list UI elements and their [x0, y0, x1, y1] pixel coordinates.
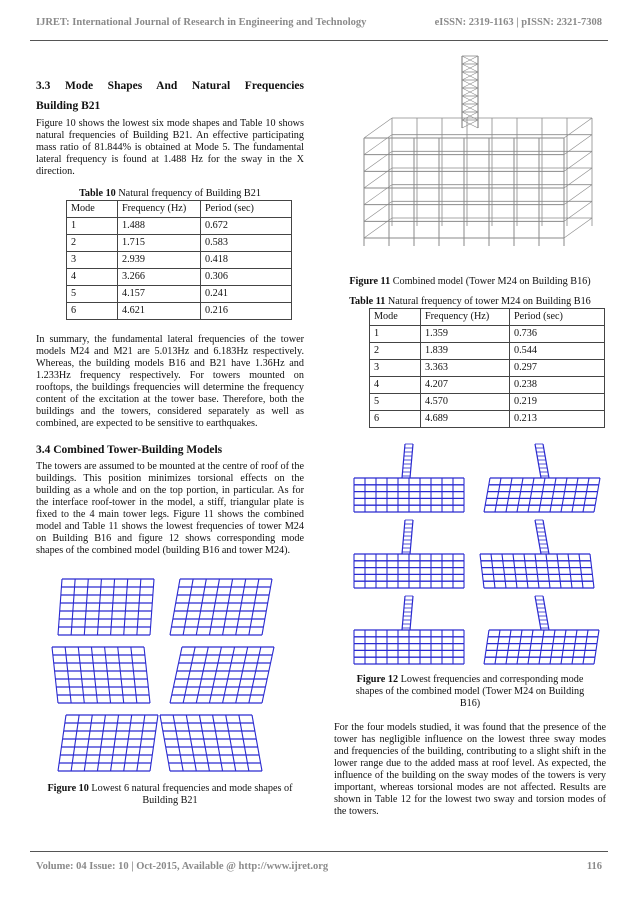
figure-11-caption-label: Figure 11 [349, 276, 391, 287]
table-header-cell: Period (sec) [201, 201, 292, 218]
section-3-3-heading: 3.3 Mode Shapes And Natural Frequencies [36, 80, 304, 92]
figure-12-caption [334, 674, 606, 710]
table-row [370, 343, 605, 360]
table-cell: 0.219 [510, 394, 605, 411]
figure-10-caption [36, 783, 304, 807]
table-header-cell: Frequency (Hz) [421, 309, 510, 326]
table-row [370, 360, 605, 377]
footer-rule [30, 851, 608, 852]
table-11-caption-text: Natural frequency of tower M24 on Building B16 [385, 296, 591, 307]
right-column [334, 50, 606, 818]
table-11-caption-label: Table 11 [349, 296, 386, 307]
table-10 [66, 200, 292, 320]
figure-12-caption-label: Figure 12 [356, 674, 399, 685]
table-cell: 4 [370, 377, 421, 394]
table-cell: 0.736 [510, 326, 605, 343]
section-3-3-subheading: Building B21 [36, 100, 101, 112]
table-row [67, 252, 292, 269]
table-11 [369, 308, 605, 428]
section-3-4-paragraph: The towers are assumed to be mounted at the centre of roof of the buildings. This position minimizes torsional effects on the building as a whole and on the top portion, in particular. As for the interface roof-tower in the model, a stiff, triangular plate is fixed to the 4 main tower legs. Figure 11 shows the combined model and Table 11 shows the lowest frequencies of tower M24 on Building B16 and figure 12 shows corresponding mode shapes of the combined model (building B16 and tower M24). [36, 461, 304, 556]
final-paragraph: For the four models studied, it was found that the presence of the tower has negligible influence on the lowest three sway modes and frequencies of the building, contributing to a slight shift in the lower range due to the added mass at roof level. As expected, the influence of the building on the sway modes of the towers is very important, whereas torsional modes are not affected. Results are shown in Table 12 for the lowest two sway and torsion modes of the towers. [334, 722, 606, 817]
table-cell: 3 [370, 360, 421, 377]
summary-paragraph: In summary, the fundamental lateral frequencies of the tower models M24 and M21 are 5.013Hz and 6.183Hz respectively. Whereas, the building models B16 and B21 have 1.36Hz and 1.233Hz frequency respectively. For towers mounted on rooftops, the buildings frequencies will determine the frequency content of the excitation at the tower base. Therefore, both the buildings and the towers, considered separately as well as combined, are expected to be sensitive to earthquakes. [36, 334, 304, 429]
figure-11-caption [334, 276, 606, 288]
table-cell: 0.544 [510, 343, 605, 360]
journal-name: IJRET: International Journal of Research in Engineering and Technology [36, 16, 367, 28]
table-cell: 0.238 [510, 377, 605, 394]
table-cell: 1.488 [118, 218, 201, 235]
table-cell: 1 [67, 218, 118, 235]
table-cell: 4.621 [118, 303, 201, 320]
table-cell: 3.363 [421, 360, 510, 377]
table-cell: 1.359 [421, 326, 510, 343]
table-row [370, 326, 605, 343]
table-header-cell: Mode [370, 309, 421, 326]
table-cell: 4.689 [421, 411, 510, 428]
figure-10-mode-shapes [36, 573, 304, 781]
table-cell: 0.241 [201, 286, 292, 303]
table-row [370, 377, 605, 394]
table-row [67, 286, 292, 303]
table-cell: 0.672 [201, 218, 292, 235]
table-cell: 6 [67, 303, 118, 320]
table-cell: 0.213 [510, 411, 605, 428]
table-cell: 2 [67, 235, 118, 252]
section-3-4-heading: 3.4 Combined Tower-Building Models [36, 444, 223, 456]
table-header-cell: Mode [67, 201, 118, 218]
table-10-caption [36, 188, 304, 200]
table-cell: 1.715 [118, 235, 201, 252]
table-row [370, 309, 605, 326]
table-cell: 5 [370, 394, 421, 411]
table-cell: 4.157 [118, 286, 201, 303]
table-cell: 2 [370, 343, 421, 360]
figure-12-combined-mode-shapes [334, 440, 606, 672]
table-10-caption-text: Natural frequency of Building B21 [115, 188, 261, 199]
page-number: 116 [586, 861, 602, 872]
section-3-3-paragraph: Figure 10 shows the lowest six mode shapes and Table 10 shows natural frequencies of Building B21. An effective participating mass ratio of 81.844% is obtained at Mode 5. The fundamental lateral frequency is found at 1.488 Hz for the sway in the X direction. [36, 118, 304, 177]
footer-volume: Volume: 04 Issue: 10 | Oct-2015, Available @ http://www.ijret.org [36, 861, 329, 872]
page-header [36, 12, 602, 32]
table-row [67, 218, 292, 235]
header-rule [30, 40, 608, 41]
figure-10-caption-text: Lowest 6 natural frequencies and mode shapes of Building B21 [88, 783, 293, 806]
table-row [370, 394, 605, 411]
table-row [67, 201, 292, 218]
table-cell: 1.839 [421, 343, 510, 360]
figure-11-combined-model [334, 50, 606, 272]
table-cell: 4.570 [421, 394, 510, 411]
table-cell: 0.216 [201, 303, 292, 320]
table-cell: 4.207 [421, 377, 510, 394]
table-cell: 6 [370, 411, 421, 428]
table-cell: 2.939 [118, 252, 201, 269]
figure-11-caption-text: Combined model (Tower M24 on Building B16) [390, 276, 591, 287]
table-cell: 3 [67, 252, 118, 269]
table-row [67, 235, 292, 252]
table-row [370, 411, 605, 428]
table-cell: 0.297 [510, 360, 605, 377]
table-cell: 0.306 [201, 269, 292, 286]
table-cell: 3.266 [118, 269, 201, 286]
table-cell: 1 [370, 326, 421, 343]
table-cell: 0.418 [201, 252, 292, 269]
table-header-cell: Frequency (Hz) [118, 201, 201, 218]
figure-12-caption-text: Lowest frequencies and corresponding mode shapes of the combined model (Tower M24 on Building B16) [355, 674, 585, 709]
page-footer [36, 861, 602, 872]
table-cell: 5 [67, 286, 118, 303]
table-cell: 4 [67, 269, 118, 286]
table-row [67, 269, 292, 286]
table-header-cell: Period (sec) [510, 309, 605, 326]
table-cell: 0.583 [201, 235, 292, 252]
issn: eISSN: 2319-1163 | pISSN: 2321-7308 [434, 16, 602, 28]
table-11-caption [334, 296, 606, 308]
figure-10-caption-label: Figure 10 [47, 783, 89, 794]
table-10-caption-label: Table 10 [79, 188, 116, 199]
table-row [67, 303, 292, 320]
left-column [36, 78, 304, 807]
